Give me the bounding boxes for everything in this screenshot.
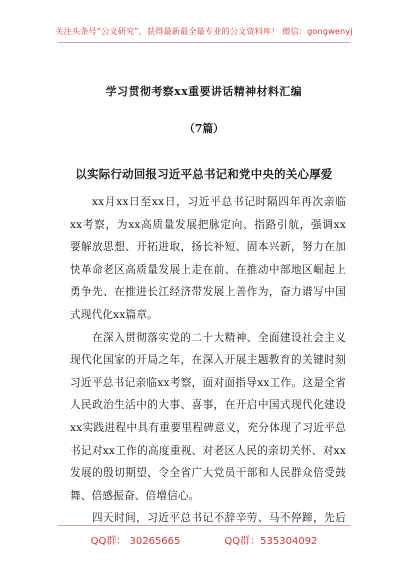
body-line: 发展的殷切期望，令全省广大党员干部和人民群众倍受鼓 <box>70 467 346 480</box>
body-line: 习近平总书记亲临xx考察，面对面指导xx工作。这是全省 <box>70 376 346 389</box>
body-line: 舞、倍感振奋、倍增信心。 <box>70 489 200 502</box>
body-line: xx考察，为xx高质量发展把脉定向、指路引航，强调xx <box>70 218 346 231</box>
body-line: 勇争先、在推进长江经济带发展上善作为，奋力谱写中国 <box>70 286 346 299</box>
document-count: （7篇） <box>184 122 224 135</box>
body-line: 四天时间，习近平总书记不辞辛劳、马不停蹄，先后 <box>92 512 346 525</box>
footer-qq-group-1: QQ群： 30265665 <box>90 536 181 547</box>
body-line: xx实践进程中具有重要里程碑意义，充分体现了习近平总 <box>70 421 346 434</box>
header-banner: 关注头条号“公文研究”，获得最新最全最专业的公文资料库！ 微信：gongwenyj <box>55 26 353 36</box>
body-line: 在深入贯彻落实党的二十大精神、全面建设社会主义 <box>92 331 346 344</box>
section-heading: 以实际行动回报习近平总书记和党中央的关心厚爱 <box>75 167 333 181</box>
footer-divider <box>58 525 350 526</box>
body-line: 人民政治生活中的大事、喜事，在开启中国式现代化建设 <box>70 399 346 412</box>
body-text <box>70 191 346 530</box>
body-line: xx月xx日至xx日，习近平总书记时隔四年再次亲临 <box>92 196 346 208</box>
footer-contact <box>0 532 408 547</box>
document-title: 学习贯彻考察xx重要讲话精神材料汇编 <box>105 85 303 98</box>
body-line: 快革命老区高质量发展上走在前、在推动中部地区崛起上 <box>70 263 346 276</box>
header-divider <box>58 42 350 43</box>
body-line: 要解放思想、开拓进取，扬长补短、固本兴新，努力在加 <box>70 241 346 254</box>
body-line: 式现代化xx篇章。 <box>70 308 158 321</box>
body-line: 书记对xx工作的高度重视、对老区人民的亲切关怀、对xx <box>70 444 346 457</box>
footer-qq-group-2: QQ群：535304092 <box>224 536 318 547</box>
body-line: 现代化国家的开局之年，在深入开展主题教育的关键时刻 <box>70 354 346 367</box>
